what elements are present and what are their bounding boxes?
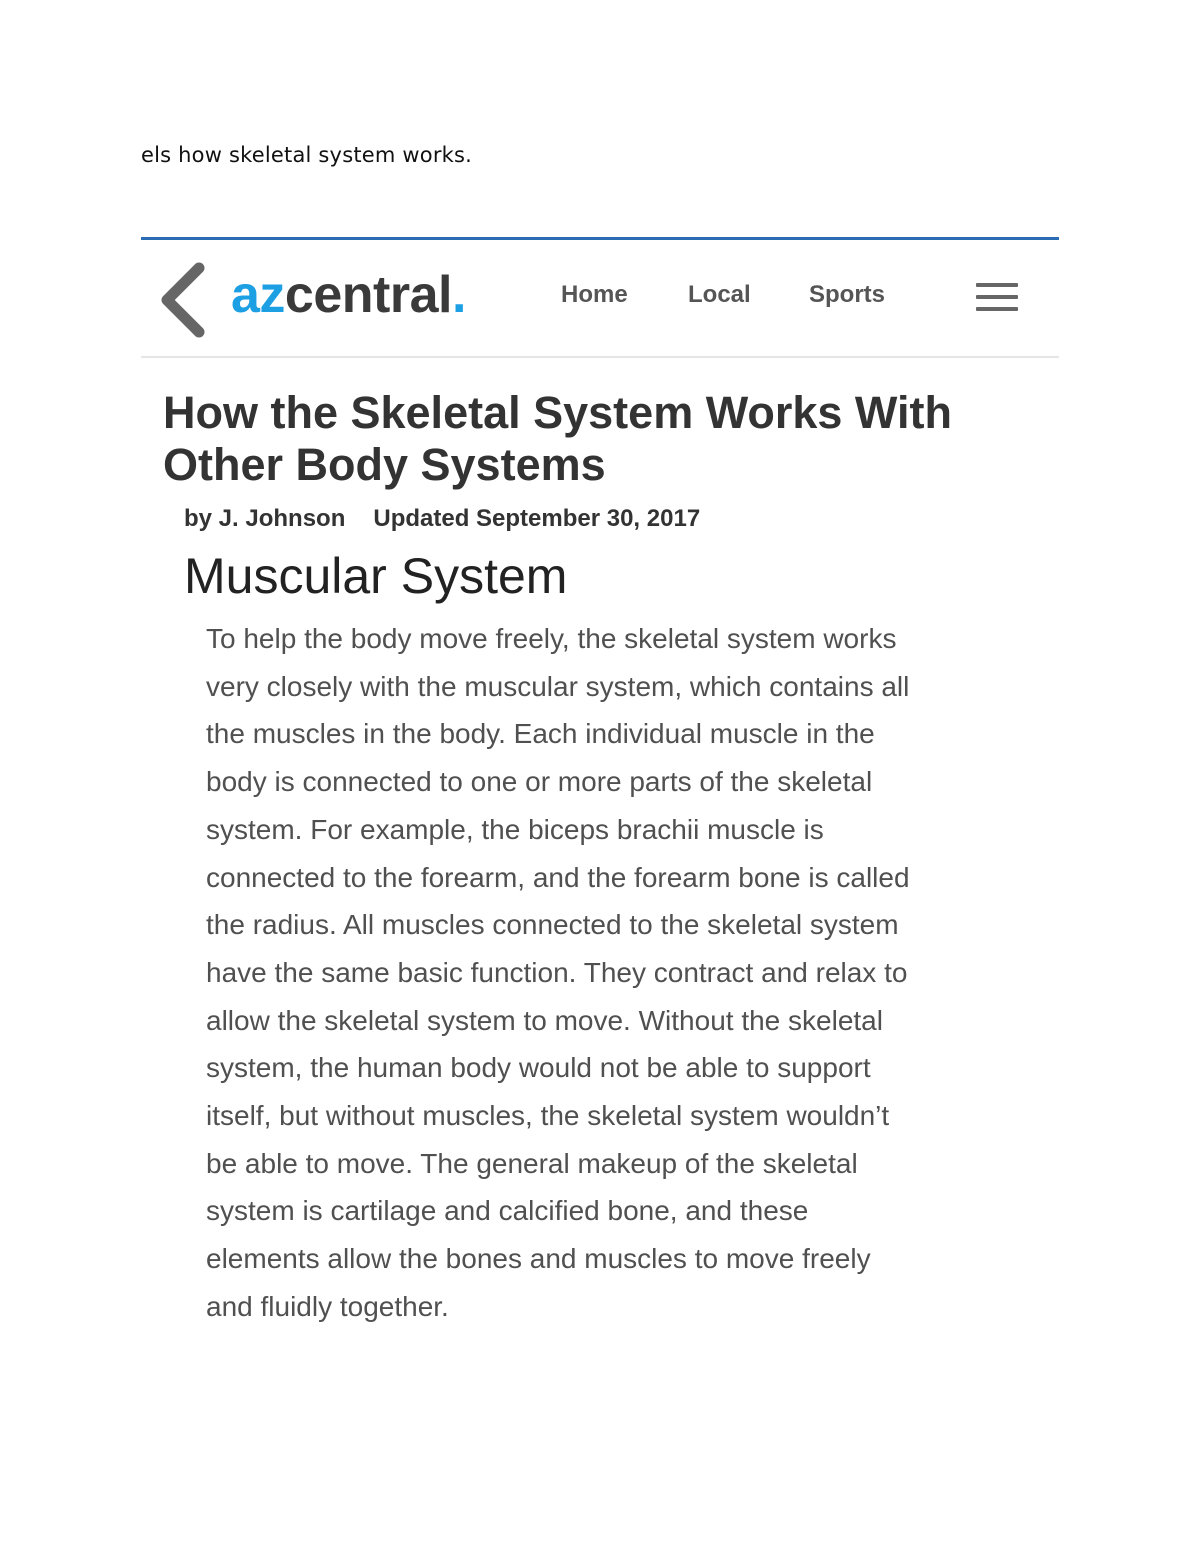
hamburger-menu-icon[interactable]: [976, 280, 1018, 314]
article-title: How the Skeletal System Works With Other Body Systems: [163, 387, 952, 490]
body-line: be able to move. The general makeup of the skeletal: [206, 1147, 858, 1179]
body-line: very closely with the muscular system, which contains all: [206, 670, 910, 702]
body-line: connected to the forearm, and the forearm bone is called: [206, 861, 910, 893]
embedded-article-screenshot: [141, 237, 1059, 1347]
section-title: Muscular System: [184, 548, 568, 604]
updated-date: Updated September 30, 2017: [373, 505, 701, 532]
body-line: system. For example, the biceps brachii muscle is: [206, 813, 824, 845]
article-body: [206, 615, 996, 1331]
article-byline: [184, 505, 700, 533]
logo-prefix: az: [231, 266, 285, 324]
site-logo[interactable]: [231, 264, 466, 326]
document-caption: els how skeletal system works.: [141, 143, 473, 167]
body-line: system is cartilage and calcified bone, and these: [206, 1195, 809, 1227]
site-header: [141, 240, 1059, 358]
nav-sports-link[interactable]: Sports: [809, 281, 886, 308]
logo-dot: .: [451, 266, 466, 324]
body-line: and fluidly together.: [206, 1290, 449, 1322]
body-line: To help the body move freely, the skeletal system works: [206, 623, 897, 654]
body-line: elements allow the bones and muscles to move freely: [206, 1243, 871, 1275]
logo-main: central: [284, 266, 452, 324]
body-line: the muscles in the body. Each individual muscle in the: [206, 718, 875, 750]
body-line: allow the skeletal system to move. Without the skeletal: [206, 1004, 883, 1036]
body-line: have the same basic function. They contract and relax to: [206, 956, 908, 988]
author: by J. Johnson: [184, 505, 346, 532]
body-line: system, the human body would not be able to support: [206, 1052, 871, 1084]
back-chevron-icon[interactable]: [157, 262, 209, 338]
body-line: the radius. All muscles connected to the skeletal system: [206, 909, 899, 941]
body-line: itself, but without muscles, the skeletal system wouldn’t: [206, 1100, 890, 1132]
nav-local-link[interactable]: Local: [688, 281, 751, 308]
body-line: body is connected to one or more parts of the skeletal: [206, 766, 873, 798]
nav-home-link[interactable]: Home: [561, 281, 628, 308]
